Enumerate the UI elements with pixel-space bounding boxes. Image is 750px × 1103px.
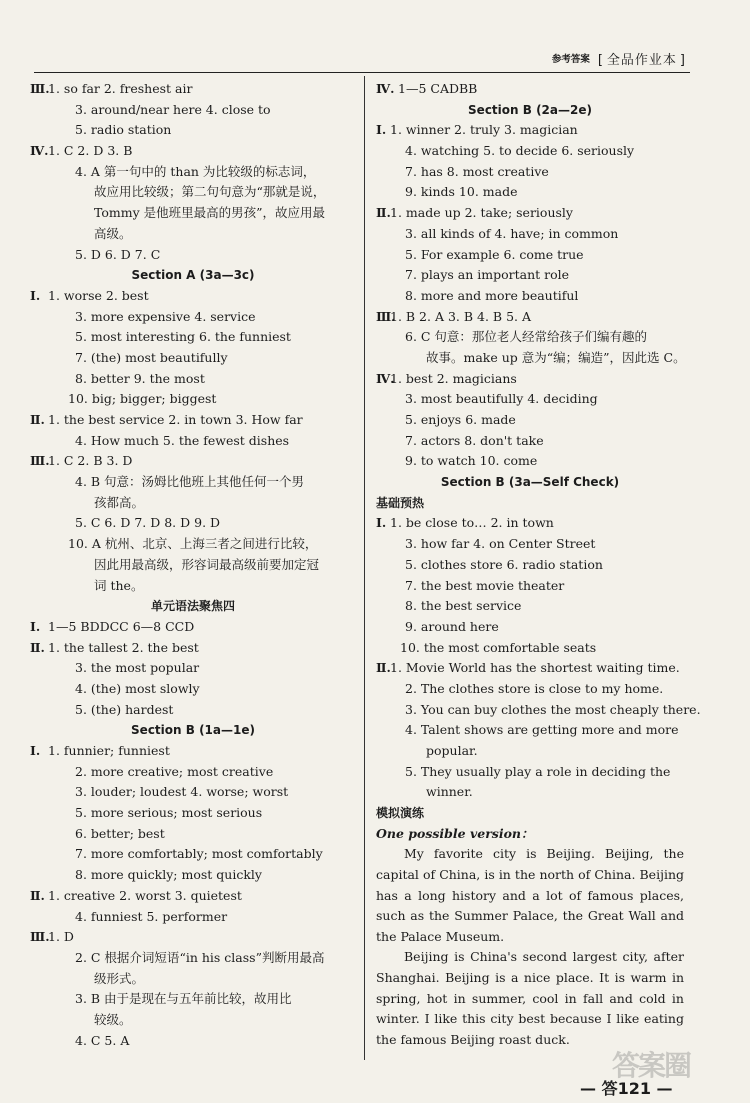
answer-text: 1. best 2. magicians <box>390 370 517 386</box>
answer-line <box>30 803 356 824</box>
answer-text: 8. better 9. the most <box>75 370 205 386</box>
answer-line <box>376 555 684 576</box>
answer-text: 4. funniest 5. performer <box>75 908 228 924</box>
answer-line <box>30 907 356 928</box>
answer-line <box>30 348 356 369</box>
right-column <box>376 79 701 1050</box>
answer-line <box>376 265 684 286</box>
answer-line <box>376 534 684 555</box>
answer-text: 3. how far 4. on Center Street <box>405 536 596 552</box>
answer-line <box>30 472 356 493</box>
roman-numeral: Ⅲ. <box>30 929 50 945</box>
answer-line <box>30 286 356 307</box>
answer-line <box>30 886 356 907</box>
answer-line <box>376 141 684 162</box>
answer-line <box>376 389 684 410</box>
answer-text: 1. made up 2. take; seriously <box>390 205 573 221</box>
answer-line <box>376 224 684 245</box>
roman-numeral: Ⅲ. <box>376 308 396 324</box>
left-column <box>30 79 356 1051</box>
answer-text: 5. They usually play a role in deciding the <box>405 763 671 779</box>
answer-line <box>30 451 356 472</box>
answer-text: 1. so far 2. freshest air <box>48 81 193 96</box>
answer-text: 1. the best service 2. in town 3. How far <box>48 412 303 427</box>
answer-text: 5. enjoys 6. made <box>405 412 516 427</box>
answer-text: 2. The clothes store is close to my home. <box>405 680 664 696</box>
answer-text: 9. kinds 10. made <box>405 184 518 200</box>
answer-line <box>376 307 684 328</box>
page-number: — 答121 — <box>580 1079 673 1098</box>
answer-line <box>376 79 684 100</box>
answer-text: 4. C 5. A <box>75 1032 130 1048</box>
roman-numeral: Ⅱ. <box>30 639 45 655</box>
roman-numeral: Ⅱ. <box>376 205 391 221</box>
answer-line <box>30 141 356 162</box>
roman-numeral: Ⅲ. <box>30 453 50 469</box>
subsection-heading: 模拟演练 <box>376 806 425 821</box>
answer-line <box>30 617 356 638</box>
answer-line <box>376 617 684 638</box>
answer-line <box>30 824 356 845</box>
answer-text: 7. actors 8. don't take <box>405 432 544 448</box>
answer-line <box>376 203 684 224</box>
answer-line <box>30 700 356 721</box>
answer-text: 1—5 CADBB <box>398 81 478 96</box>
column-divider <box>364 76 365 1060</box>
answer-text: 7. the best movie theater <box>405 577 565 593</box>
section-heading: Section B (1a—1e) <box>131 723 255 738</box>
answer-text: 5. clothes store 6. radio station <box>405 556 603 572</box>
answer-line <box>30 638 356 659</box>
answer-line <box>30 1031 356 1052</box>
answer-line <box>30 534 356 555</box>
answer-text: 4. (the) most slowly <box>75 680 200 696</box>
answer-line <box>376 451 684 472</box>
answer-text: 2. C 根据介词短语“in his class”判断用最高 <box>75 949 325 965</box>
answer-line <box>376 245 684 266</box>
answer-line <box>30 410 356 431</box>
answer-line <box>30 555 356 576</box>
answer-text: 6. C 句意：那位老人经常给孩子们编有趣的 <box>405 329 647 345</box>
answer-text: 1. the tallest 2. the best <box>48 639 199 655</box>
answer-text: 1. C 2. D 3. B <box>48 143 133 159</box>
answer-text: 6. better; best <box>75 825 165 841</box>
answer-line <box>30 203 356 224</box>
answer-line <box>376 120 684 141</box>
section-heading: Section A (3a—3c) <box>131 268 255 283</box>
answer-line <box>30 762 356 783</box>
roman-numeral: Ⅳ. <box>376 370 395 386</box>
answer-text: 故应用比较级；第二句句意为“那就是说， <box>94 184 326 200</box>
answer-text: 高级。 <box>94 225 132 241</box>
essay-paragraph-2: Beijing is China's second largest city, after Shanghai. Beijing is a nice place. It is warm in spring, hot in summer, cool in fall and cold in winter. I like this city best because I like eating the famous Beijing roast duck. <box>376 949 684 1047</box>
answer-line <box>30 679 356 700</box>
answer-line <box>376 348 684 369</box>
answer-text: 9. around here <box>405 618 499 634</box>
answer-text: 5. C 6. D 7. D 8. D 9. D <box>75 515 221 531</box>
header-rule <box>34 72 690 73</box>
answer-text: 1. funnier; funniest <box>48 743 170 758</box>
answer-text: 5. more serious; most serious <box>75 805 263 821</box>
answer-line <box>376 410 684 431</box>
roman-numeral: Ⅰ. <box>376 515 387 531</box>
answer-text: 1. B 2. A 3. B 4. B 5. A <box>390 308 532 324</box>
answer-line <box>376 679 684 700</box>
answer-text: 1. Movie World has the shortest waiting time. <box>390 660 680 676</box>
answer-text: Tommy 是他班里最高的男孩”，故应用最 <box>94 205 326 221</box>
answer-text: 1. winner 2. truly 3. magician <box>390 122 578 138</box>
answer-text: 10. the most comfortable seats <box>400 639 597 655</box>
answer-line <box>376 741 684 762</box>
answer-line <box>376 638 684 659</box>
answer-text: 3. more expensive 4. service <box>75 308 256 324</box>
answer-text: 因此用最高级，形容词最高级前要加定冠 <box>94 556 320 572</box>
section-heading: Section B (3a—Self Check) <box>440 475 620 490</box>
answer-line <box>30 782 356 803</box>
answer-line <box>376 369 684 390</box>
answer-line <box>30 948 356 969</box>
answer-text: 10. big; bigger; biggest <box>68 391 217 407</box>
answer-line <box>30 431 356 452</box>
answer-line <box>376 762 684 783</box>
answer-text: 5. For example 6. come true <box>405 246 584 262</box>
answer-text: 7. plays an important role <box>405 267 570 283</box>
answer-line <box>30 989 356 1010</box>
answer-line <box>376 327 684 348</box>
answer-line <box>30 245 356 266</box>
answer-line <box>30 1010 356 1031</box>
answer-text: 8. the best service <box>405 598 522 614</box>
answer-text: 4. watching 5. to decide 6. seriously <box>405 143 635 159</box>
answer-text: 1. D <box>48 929 74 945</box>
answer-text: 故事。make up 意为“编；编造”，因此选 C。 <box>426 349 686 365</box>
answer-line <box>30 224 356 245</box>
answer-text: 8. more and more beautiful <box>405 287 579 303</box>
answer-text: 3. louder; loudest 4. worse; worst <box>75 784 289 800</box>
answer-line <box>376 162 684 183</box>
answer-text: 5. D 6. D 7. C <box>75 246 161 262</box>
answer-line <box>376 720 684 741</box>
answer-line <box>30 307 356 328</box>
answer-text: 10. A 杭州、北京、上海三者之间进行比较， <box>68 536 318 552</box>
answer-text: 1. creative 2. worst 3. quietest <box>48 887 242 903</box>
answer-line <box>376 513 684 534</box>
answer-line <box>30 79 356 100</box>
answer-line <box>30 927 356 948</box>
answer-line <box>376 286 684 307</box>
watermark-logo: 答案圈 <box>612 1049 691 1082</box>
roman-numeral: Ⅰ. <box>30 287 41 303</box>
answer-text: 级形式。 <box>94 970 145 986</box>
roman-numeral: Ⅰ. <box>30 618 41 634</box>
answer-text: 3. around/near here 4. close to <box>75 101 271 117</box>
answer-text: 4. A 第一句中的 than 为比较级的标志词， <box>75 163 316 179</box>
essay-paragraph-1: My favorite city is Beijing. Beijing, the capital of China, is in the north of China. Beijing has a long history and a lot of famous places, such as the Summer Palace, the Great Wall and the Palace Museum. <box>376 846 684 944</box>
answer-text: 3. the most popular <box>75 660 200 676</box>
answer-text: 1. C 2. B 3. D <box>48 453 133 469</box>
answer-text: 9. to watch 10. come <box>405 453 538 469</box>
answer-text: 2. more creative; most creative <box>75 763 274 779</box>
roman-numeral: Ⅳ. <box>30 143 49 159</box>
answer-text: 1. be close to… 2. in town <box>390 515 554 531</box>
answer-text: popular. <box>426 743 478 758</box>
answer-line <box>30 513 356 534</box>
header-answer-label: 参考答案 <box>551 54 590 65</box>
roman-numeral: Ⅰ. <box>30 743 41 758</box>
answer-text: 4. How much 5. the fewest dishes <box>75 432 290 448</box>
answer-line <box>30 658 356 679</box>
answer-line <box>30 865 356 886</box>
answer-text: 5. most interesting 6. the funniest <box>75 329 291 345</box>
answer-line <box>30 969 356 990</box>
answer-line <box>376 596 684 617</box>
page-header <box>552 48 686 68</box>
right-answer-lines <box>376 79 701 844</box>
version-label: One possible version： <box>376 825 534 841</box>
answer-text: 7. (the) most beautifully <box>75 349 228 365</box>
answer-line <box>30 576 356 597</box>
answer-text: winner. <box>426 784 473 800</box>
answer-text: 8. more quickly; most quickly <box>75 867 262 883</box>
answer-line <box>30 120 356 141</box>
roman-numeral: Ⅱ. <box>30 887 45 903</box>
answer-line <box>30 369 356 390</box>
answer-text: 4. B 句意：汤姆比他班上其他任何一个男 <box>75 474 305 490</box>
roman-numeral: Ⅳ. <box>376 81 395 96</box>
section-heading: Section B (2a—2e) <box>468 102 592 117</box>
roman-numeral: Ⅱ. <box>30 412 45 427</box>
roman-numeral: Ⅲ. <box>30 81 50 96</box>
roman-numeral: Ⅰ. <box>376 122 387 138</box>
answer-text: 7. has 8. most creative <box>405 163 549 179</box>
answer-text: 1—5 BDDCC 6—8 CCD <box>48 618 195 634</box>
answer-text: 3. most beautifully 4. deciding <box>405 391 598 407</box>
answer-line <box>376 782 684 803</box>
section-heading: 单元语法聚焦四 <box>150 599 235 614</box>
answer-text: 1. worse 2. best <box>48 287 149 303</box>
answer-line <box>30 100 356 121</box>
answer-line <box>30 182 356 203</box>
answer-line <box>30 493 356 514</box>
answer-text: 5. (the) hardest <box>75 701 174 717</box>
answer-line <box>30 389 356 410</box>
answer-line <box>30 327 356 348</box>
answer-text: 较级。 <box>94 1011 132 1027</box>
answer-text: 孩都高。 <box>94 494 145 510</box>
header-brand: [ 全品作业本 ] <box>598 49 686 68</box>
answer-text: 4. Talent shows are getting more and more <box>405 722 679 738</box>
answer-text: 3. B 由于是现在与五年前比较，故用比 <box>75 991 292 1007</box>
answer-text: 5. radio station <box>75 122 172 138</box>
answer-line <box>376 576 684 597</box>
answer-line <box>30 162 356 183</box>
subsection-heading: 基础预热 <box>376 495 425 510</box>
answer-text: 3. You can buy clothes the most cheaply there. <box>405 701 701 717</box>
answer-line <box>376 700 701 721</box>
answer-line <box>376 182 684 203</box>
roman-numeral: Ⅱ. <box>376 660 391 676</box>
answer-line <box>30 741 356 762</box>
answer-text: 7. more comfortably; most comfortably <box>75 846 323 862</box>
answer-line <box>376 658 684 679</box>
answer-text: 词 the。 <box>94 577 144 593</box>
answer-text: 3. all kinds of 4. have; in common <box>405 225 619 241</box>
answer-line <box>30 844 356 865</box>
answer-line <box>376 431 684 452</box>
